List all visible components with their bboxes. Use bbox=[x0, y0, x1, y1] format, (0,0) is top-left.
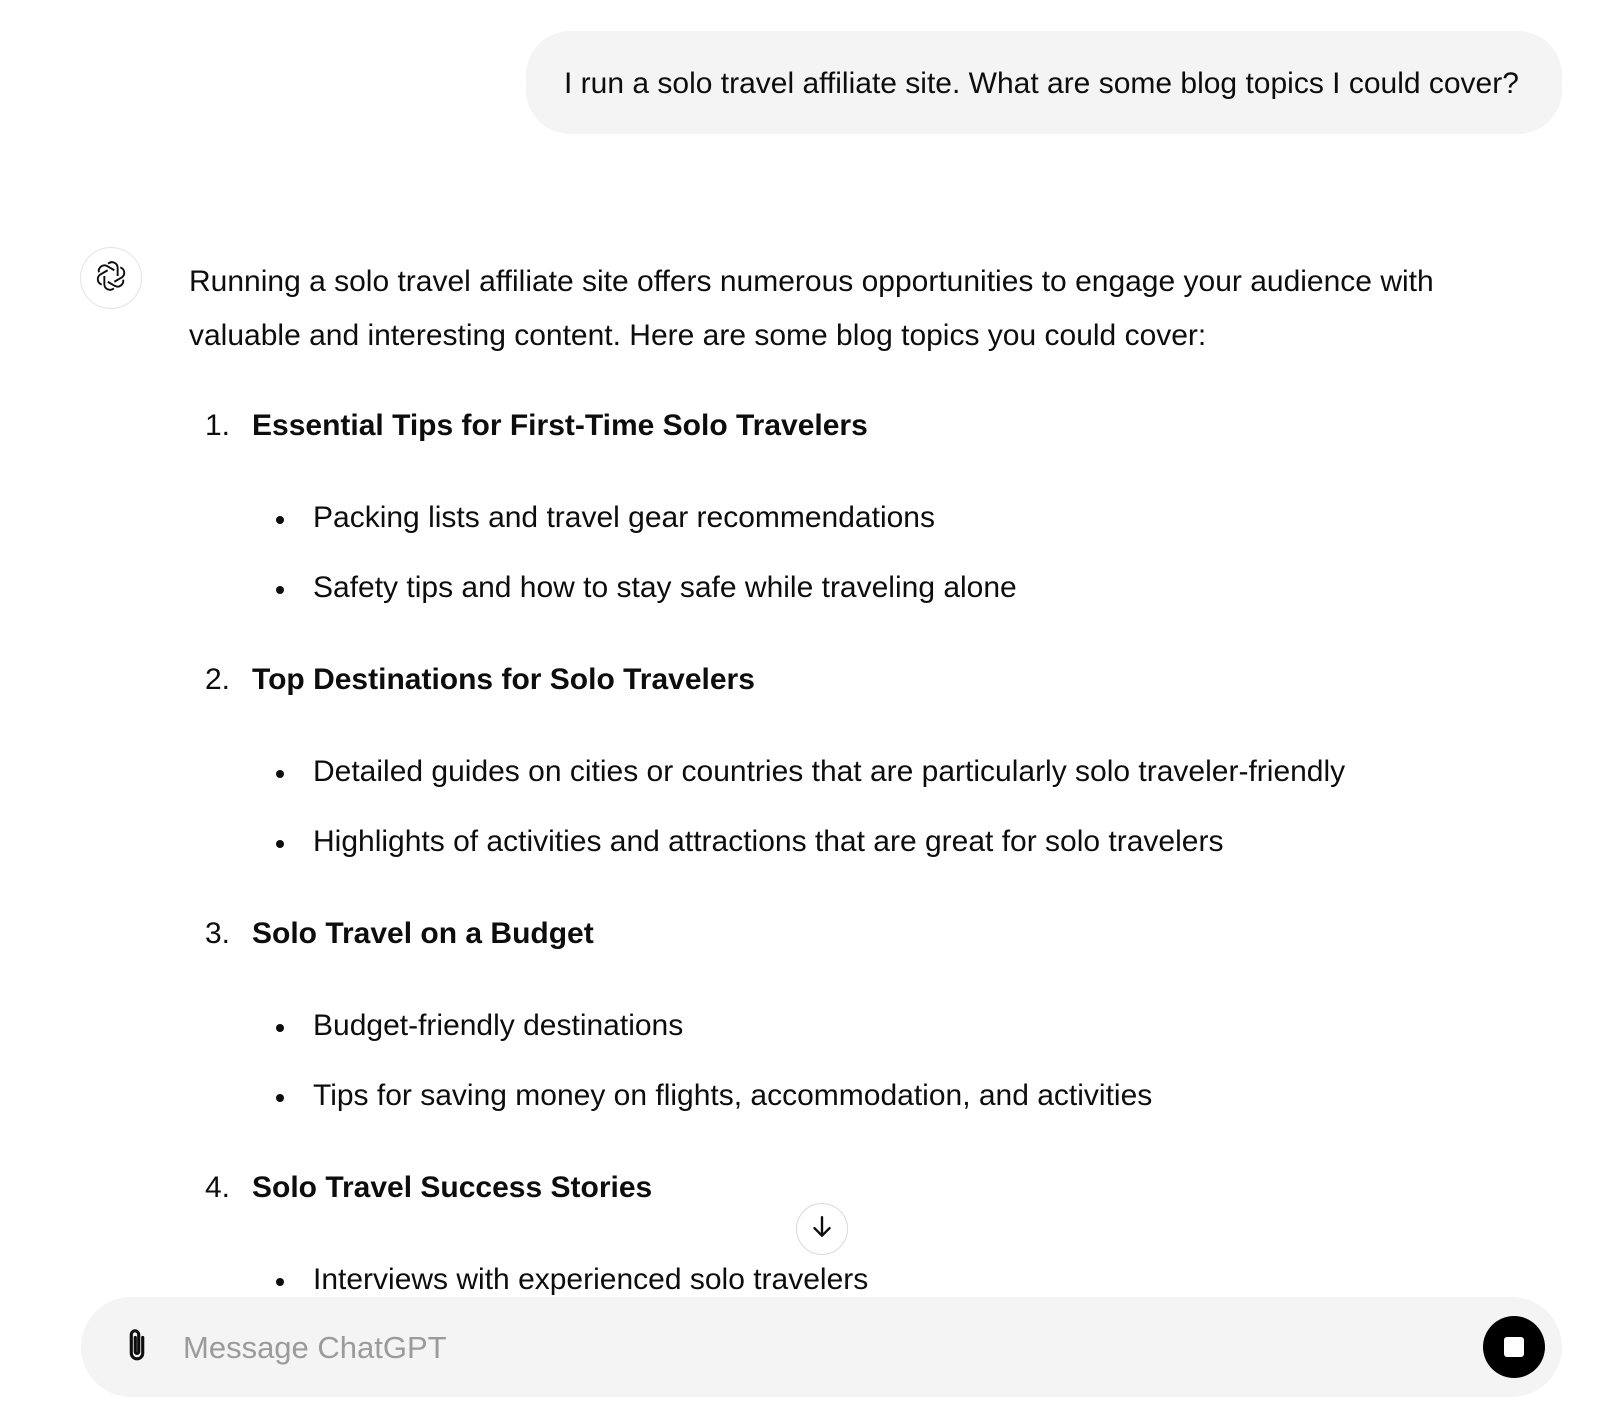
topic-heading bbox=[189, 1161, 1529, 1215]
bullet-dot-icon bbox=[276, 1278, 284, 1286]
topic-title: Top Destinations for Solo Travelers bbox=[252, 663, 755, 696]
message-composer bbox=[81, 1297, 1562, 1397]
topic-item bbox=[189, 1161, 1529, 1307]
topic-item bbox=[189, 653, 1529, 869]
bullet-item bbox=[189, 491, 1529, 545]
bullet-text: Budget-friendly destinations bbox=[313, 1009, 684, 1042]
topic-item bbox=[189, 907, 1529, 1123]
bullet-dot-icon bbox=[276, 1094, 284, 1102]
topic-bullets bbox=[189, 491, 1529, 615]
bullet-text: Safety tips and how to stay safe while traveling alone bbox=[313, 571, 1017, 604]
topic-title: Essential Tips for First-Time Solo Travelers bbox=[252, 409, 868, 442]
topic-bullets bbox=[189, 999, 1529, 1123]
attach-button[interactable] bbox=[117, 1327, 157, 1369]
topic-item bbox=[189, 399, 1529, 615]
assistant-avatar bbox=[80, 247, 142, 309]
topic-heading bbox=[189, 653, 1529, 707]
bullet-dot-icon bbox=[276, 1024, 284, 1032]
bullet-text: Tips for saving money on flights, accommodation, and activities bbox=[313, 1079, 1153, 1112]
topic-heading bbox=[189, 399, 1529, 453]
topic-title: Solo Travel on a Budget bbox=[252, 917, 594, 950]
topic-number: 2. bbox=[205, 663, 231, 696]
assistant-message bbox=[189, 255, 1529, 1345]
paperclip-icon bbox=[121, 1326, 153, 1371]
stop-icon bbox=[1504, 1337, 1524, 1357]
topic-number: 3. bbox=[205, 917, 231, 950]
bullet-text: Interviews with experienced solo travelers bbox=[313, 1263, 869, 1296]
scroll-to-bottom-button[interactable] bbox=[796, 1203, 848, 1255]
topic-bullets bbox=[189, 745, 1529, 869]
bullet-text: Packing lists and travel gear recommendations bbox=[313, 501, 935, 534]
bullet-dot-icon bbox=[276, 516, 284, 524]
topic-number: 4. bbox=[205, 1171, 231, 1204]
user-message-bubble bbox=[526, 31, 1562, 134]
topic-title: Solo Travel Success Stories bbox=[252, 1171, 653, 1204]
bullet-item bbox=[189, 561, 1529, 615]
topic-list bbox=[189, 399, 1529, 1307]
message-input[interactable] bbox=[181, 1321, 1415, 1375]
openai-logo-icon bbox=[92, 257, 130, 300]
user-message-text: I run a solo travel affiliate site. What are some blog topics I could cover? bbox=[564, 67, 1519, 100]
bullet-dot-icon bbox=[276, 840, 284, 848]
bullet-item bbox=[189, 999, 1529, 1053]
bullet-dot-icon bbox=[276, 586, 284, 594]
stop-generating-button[interactable] bbox=[1483, 1316, 1545, 1378]
bullet-dot-icon bbox=[276, 770, 284, 778]
bullet-item bbox=[189, 815, 1529, 869]
bullet-item bbox=[189, 745, 1529, 799]
bullet-text: Detailed guides on cities or countries that are particularly solo traveler-friendly bbox=[313, 755, 1346, 788]
arrow-down-icon bbox=[809, 1214, 835, 1245]
assistant-intro: Running a solo travel affiliate site offers numerous opportunities to engage your audience with valuable and interesting content. Here are some blog topics you could cover: bbox=[189, 265, 1434, 352]
bullet-item bbox=[189, 1069, 1529, 1123]
bullet-text: Highlights of activities and attractions that are great for solo travelers bbox=[313, 825, 1224, 858]
topic-heading bbox=[189, 907, 1529, 961]
topic-number: 1. bbox=[205, 409, 231, 442]
